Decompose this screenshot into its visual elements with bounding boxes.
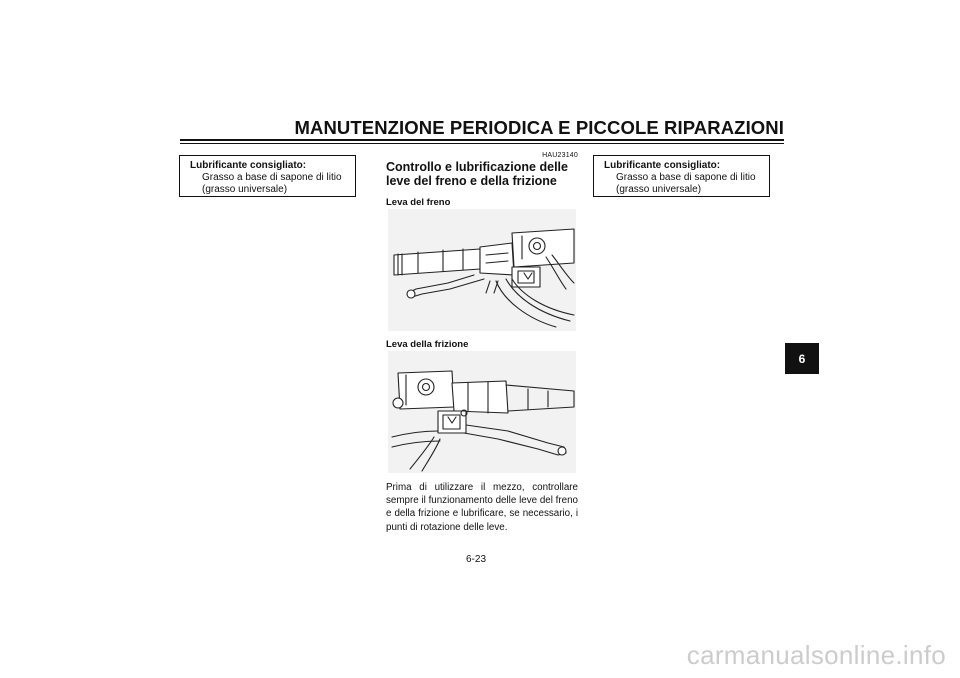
watermark: carmanualsonline.info	[686, 640, 946, 670]
section-heading: Controllo e lubrificazione delle leve del freno e della frizione	[386, 160, 568, 188]
lubricant-line: (grasso universale)	[616, 184, 702, 195]
header-rule-thick	[180, 139, 784, 141]
clutch-lever-illustration	[388, 351, 576, 473]
lubricant-box-right	[593, 155, 770, 197]
chapter-tab: 6	[785, 343, 819, 374]
lubricant-line: Grasso a base di sapone di litio	[202, 172, 342, 183]
page-number: 6-23	[466, 554, 487, 565]
lubricant-title: Lubrificante consigliato:	[190, 160, 307, 171]
lubricant-line: (grasso universale)	[202, 184, 288, 195]
brake-lever-illustration	[388, 209, 576, 331]
header-rule-thin	[180, 143, 784, 144]
page-header-title: MANUTENZIONE PERIODICA E PICCOLE RIPARAZIONI	[294, 117, 784, 138]
lubricant-box-left	[179, 155, 356, 197]
instruction-paragraph: Prima di utilizzare il mezzo, controllare sempre il funzionamento delle leve del freno e della frizione e lubrificare, se necessario, i punti di rotazione delle leve.	[386, 482, 578, 533]
section-code: HAU23140	[542, 152, 578, 159]
brake-lever-label: Leva del freno	[386, 197, 451, 208]
lubricant-line: Grasso a base di sapone di litio	[616, 172, 756, 183]
clutch-lever-label: Leva della frizione	[386, 339, 469, 350]
lubricant-title: Lubrificante consigliato:	[604, 160, 721, 171]
